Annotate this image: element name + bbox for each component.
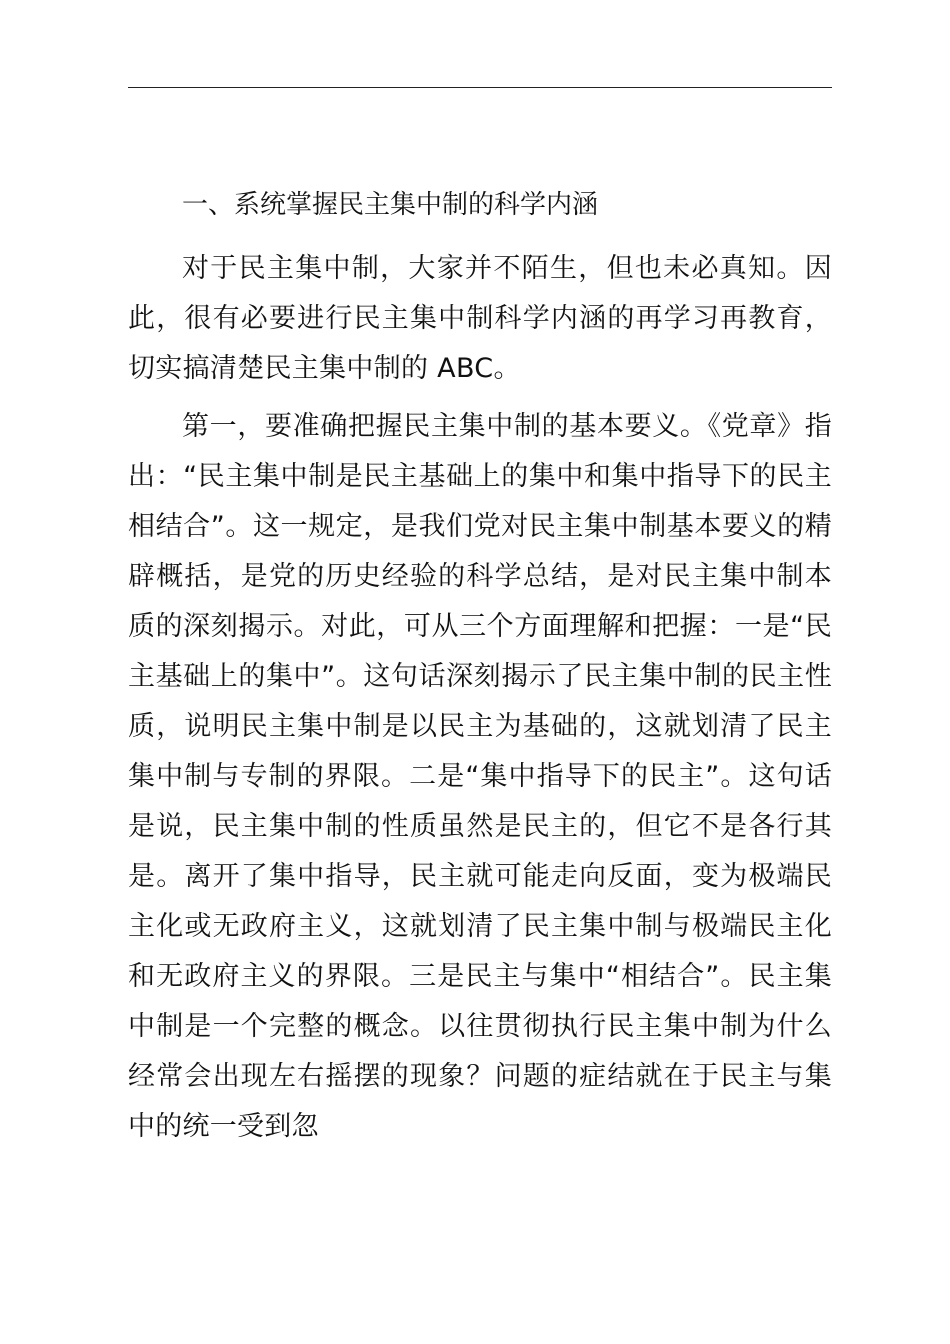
paragraph-intro: 对于民主集中制，大家并不陌生，但也未必真知。因此，很有必要进行民主集中制科学内涵的再学习再教育，切实搞清楚民主集中制的 ABC。: [128, 253, 832, 384]
paragraph-first-point: 第一，要准确把握民主集中制的基本要义。《党章》指出：“民主集中制是民主基础上的集中和集中指导下的民主相结合”。这一规定，是我们党对民主集中制基本要义的精辟概括，是党的历史经验的科学总结，是对民主集中制本质的深刻揭示。对此，可从三个方面理解和把握：一是“民主基础上的集中”。这句话深刻揭示了民主集中制的民主性质，说明民主集中制是以民主为基础的，这就划清了民主集中制与专制的界限。二是“集中指导下的民主”。这句话是说，民主集中制的性质虽然是民主的，但它不是各行其是。离开了集中指导，民主就可能走向反面，变为极端民主化或无政府主义，这就划清了民主集中制与极端民主化和无政府主义的界限。三是民主与集中“相结合”。民主集中制是一个完整的概念。以往贯彻执行民主集中制为什么经常会出现左右摇摆的现象？问题的症结就在于民主与集中的统一受到忽: [128, 411, 832, 1142]
section-heading: 一、系统掌握民主集中制的科学内涵: [182, 190, 599, 220]
header-rule: [128, 87, 832, 88]
document-body: [128, 180, 832, 1152]
